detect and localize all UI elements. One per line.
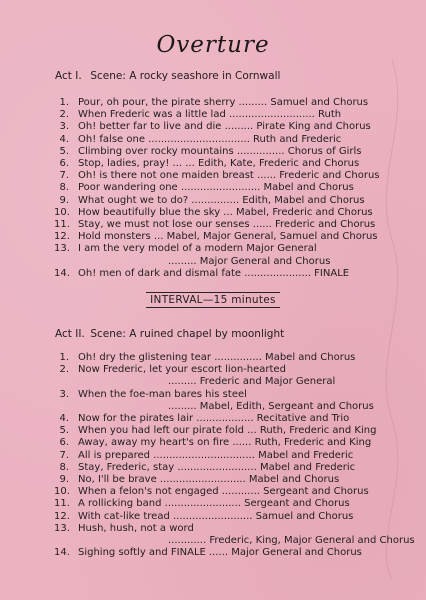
song-line: When Frederic was a little lad ........................... Ruth [78, 109, 342, 121]
song-number: 1. [59, 352, 69, 363]
song-line: Away, away my heart's on fire ...... Ruth, Frederic and King [78, 437, 372, 449]
song-line: Poor wandering one ......................... Mabel and Chorus [78, 182, 354, 194]
song-item-continuation [54, 376, 376, 388]
song-line: Climbing over rocky mountains ............... Chorus of Girls [78, 145, 362, 157]
song-item [54, 109, 376, 121]
song-number: 8. [59, 461, 69, 473]
song-line: Hush, hush, not a word [78, 522, 194, 534]
song-item-continuation [54, 401, 376, 413]
song-line: Now Frederic, let your escort lion-hearted [78, 364, 286, 376]
song-item [54, 364, 376, 376]
song-item [54, 182, 376, 194]
song-number: 11. [54, 219, 70, 231]
song-item [54, 498, 376, 510]
song-item-continuation [54, 256, 376, 268]
song-item [54, 352, 376, 364]
song-line: Oh! men of dark and dismal fate ..................... FINALE [78, 267, 350, 279]
song-item [54, 158, 376, 170]
song-line: Hold monsters ... Mabel, Major General, Samuel and Chorus [78, 231, 378, 243]
song-item [54, 146, 376, 158]
song-item [54, 170, 380, 182]
song-number: 3. [59, 121, 69, 133]
song-number: 4. [59, 133, 69, 145]
song-item-continuation [54, 535, 415, 547]
song-line: ......... Mabel, Edith, Sergeant and Chorus [168, 400, 374, 412]
song-number: 3. [59, 388, 69, 400]
song-item [54, 219, 376, 231]
song-item [54, 450, 376, 462]
song-item [54, 413, 376, 425]
song-line: With cat-like tread ......................... Samuel and Chorus [78, 510, 354, 522]
act-1-song-list [54, 97, 380, 280]
song-number: 13. [54, 243, 70, 255]
act-2-scene: Scene: A ruined chapel by moonlight [90, 328, 285, 340]
song-item [54, 462, 376, 474]
song-number: 10. [54, 486, 70, 498]
song-number: 7. [59, 170, 69, 182]
song-item [54, 243, 376, 255]
song-number: 2. [59, 364, 69, 376]
interval-banner [0, 294, 426, 306]
song-number: 4. [59, 413, 69, 425]
song-item [54, 121, 376, 133]
song-line: All is prepared ................................ Mabel and Frederic [78, 449, 354, 461]
song-line: I am the very model of a modern Major General [78, 243, 317, 255]
act-2-song-list [54, 352, 415, 559]
song-item [54, 523, 376, 535]
song-line: No, I'll be brave ........................... Mabel and Chorus [78, 474, 340, 486]
act-1-scene: Scene: A rocky seashore in Cornwall [90, 70, 281, 82]
song-number: 1. [59, 97, 69, 108]
song-line: ............ Frederic, King, Major General and Chorus [168, 535, 415, 547]
song-item [54, 97, 376, 109]
song-line: ......... Frederic and Major General [168, 376, 336, 388]
song-number: 8. [59, 182, 69, 194]
song-item [54, 207, 376, 219]
song-number: 6. [59, 437, 69, 449]
song-number: 2. [59, 109, 69, 121]
song-line: Oh! better far to live and die ......... Pirate King and Chorus [78, 121, 371, 133]
song-number: 6. [59, 158, 69, 170]
song-item [54, 437, 376, 449]
song-number: 14. [54, 267, 70, 279]
act-2-heading [55, 328, 284, 340]
song-item [54, 268, 376, 280]
song-line: Pour, oh pour, the pirate sherry ......... Samuel and Chorus [78, 97, 369, 108]
song-line: How beautifully blue the sky ... Mabel, Frederic and Chorus [78, 206, 373, 218]
song-item [54, 474, 376, 486]
song-number: 13. [54, 522, 70, 534]
song-item [54, 486, 376, 498]
song-number: 12. [54, 231, 70, 243]
song-item [54, 389, 376, 401]
song-number: 5. [59, 145, 69, 157]
song-number: 7. [59, 449, 69, 461]
song-number: 10. [54, 206, 70, 218]
song-item [54, 195, 376, 207]
song-number: 9. [59, 194, 69, 206]
song-line: What ought we to do? ............... Edith, Mabel and Chorus [78, 194, 365, 206]
song-number: 12. [54, 510, 70, 522]
song-item [54, 547, 376, 559]
song-line: Oh! is there not one maiden breast ...... Frederic and Chorus [78, 170, 380, 182]
song-item [54, 425, 376, 437]
song-line: Oh! dry the glistening tear ............... Mabel and Chorus [78, 352, 356, 363]
song-line: When the foe-man bares his steel [78, 388, 247, 400]
song-number: 11. [54, 498, 70, 510]
song-number: 9. [59, 474, 69, 486]
faded-ornament-decoration [372, 60, 412, 580]
song-number: 5. [59, 425, 69, 437]
song-line: Oh! false one ................................ Ruth and Frederic [78, 133, 342, 145]
page-title: Overture [156, 32, 270, 58]
song-item [54, 134, 376, 146]
act-2-label: Act II. [55, 328, 85, 340]
song-line: Stop, ladies, pray! ... ... Edith, Kate, Frederic and Chorus [78, 158, 360, 170]
song-line: A rollicking band ........................ Sergeant and Chorus [78, 498, 350, 510]
song-item [54, 511, 376, 523]
song-line: Now for the pirates lair .................. Recitative and Trio [78, 413, 350, 425]
song-number: 14. [54, 547, 70, 559]
song-line: Sighing softly and FINALE ...... Major General and Chorus [78, 547, 362, 559]
act-1-heading [55, 70, 280, 82]
song-line: Stay, we must not lose our senses ...... Frederic and Chorus [78, 219, 376, 231]
song-line: When you had left our pirate fold ... Ruth, Frederic and King [78, 425, 377, 437]
song-line: Stay, Frederic, stay ......................... Mabel and Frederic [78, 461, 356, 473]
act-1-label: Act I. [55, 70, 82, 82]
song-line: ......... Major General and Chorus [168, 255, 331, 267]
song-item [54, 231, 376, 243]
song-line: When a felon's not engaged ............ Sergeant and Chorus [78, 486, 369, 498]
interval-text: INTERVAL—15 minutes [146, 292, 280, 308]
